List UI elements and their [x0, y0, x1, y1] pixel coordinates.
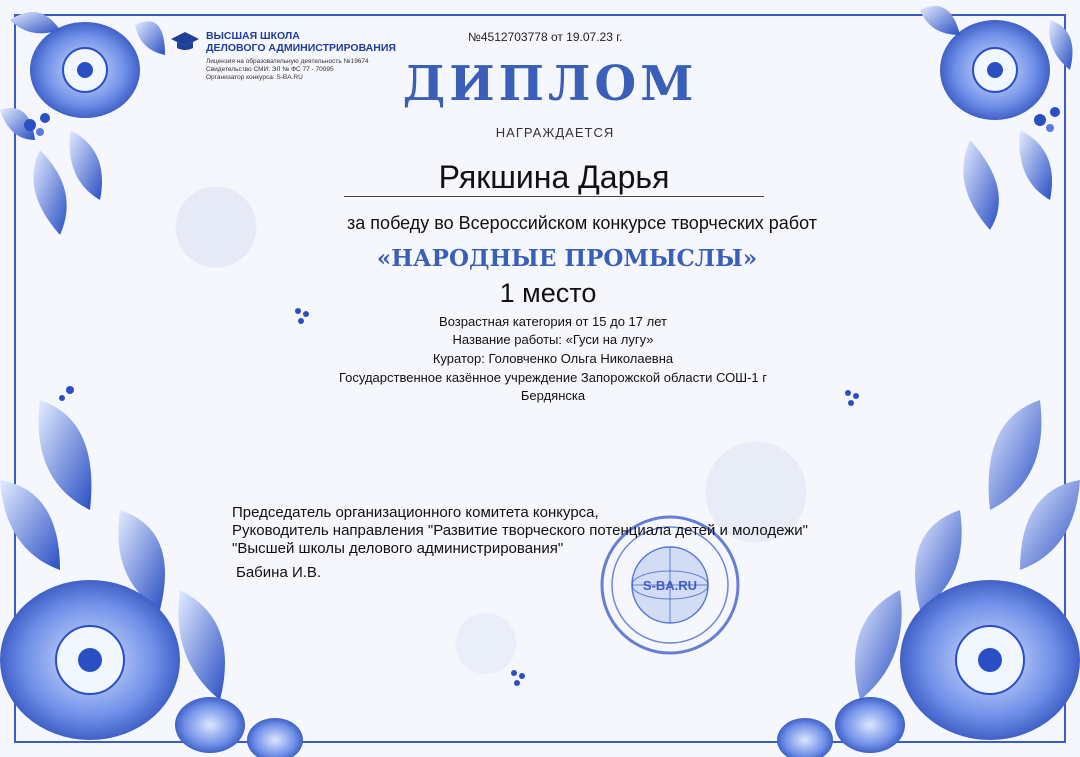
dot-cluster-bottom [508, 668, 534, 688]
license-line: Лицензия на образовательную деятельность №19674 [206, 58, 369, 65]
floral-ornament-bottom-right [760, 380, 1080, 757]
logo-name-line2: ДЕЛОВОГО АДМИНИСТРИРОВАНИЯ [206, 42, 396, 54]
place-awarded: 1 место [499, 278, 597, 308]
diploma-title: ДИПЛОМ [402, 56, 698, 112]
organizer-line: Организатор конкурса: S-BA.RU [206, 74, 303, 81]
recipient-name: Рякшина Дарья [344, 158, 764, 197]
stamp-text: S-BA.RU [642, 578, 698, 593]
signatory-name: Бабина И.В. [236, 564, 322, 581]
signatory-title-line2: Руководитель направления "Развитие творческого потенциала детей и молодежи" [232, 522, 808, 539]
contest-name: «НАРОДНЫЕ ПРОМЫСЛЫ» [376, 245, 758, 272]
media-certificate-line: Свидетельство СМИ: ЭЛ № ФС 77 - 70095 [206, 66, 334, 73]
awarded-label: НАГРАЖДАЕТСЯ [495, 125, 615, 140]
work-title: Название работы: «Гуси на лугу» [452, 332, 654, 347]
logo-name-line1: ВЫСШАЯ ШКОЛА [206, 30, 300, 42]
institution-line1: Государственное казённое учреждение Запорожской области СОШ-1 г [338, 370, 768, 385]
curator: Куратор: Головченко Ольга Николаевна [432, 351, 674, 366]
age-category: Возрастная категория от 15 до 17 лет [439, 314, 667, 329]
signatory-title-line3: "Высшей школы делового администрирования" [232, 540, 564, 557]
document-number: №4512703778 от 19.07.23 г. [468, 30, 623, 44]
award-reason: за победу во Всероссийском конкурсе творческих работ [347, 213, 817, 233]
signatory-title-line1: Председатель организационного комитета конкурса, [232, 504, 599, 521]
institution-line2: Бердянска [520, 388, 586, 403]
graduation-cap-icon [170, 30, 200, 52]
